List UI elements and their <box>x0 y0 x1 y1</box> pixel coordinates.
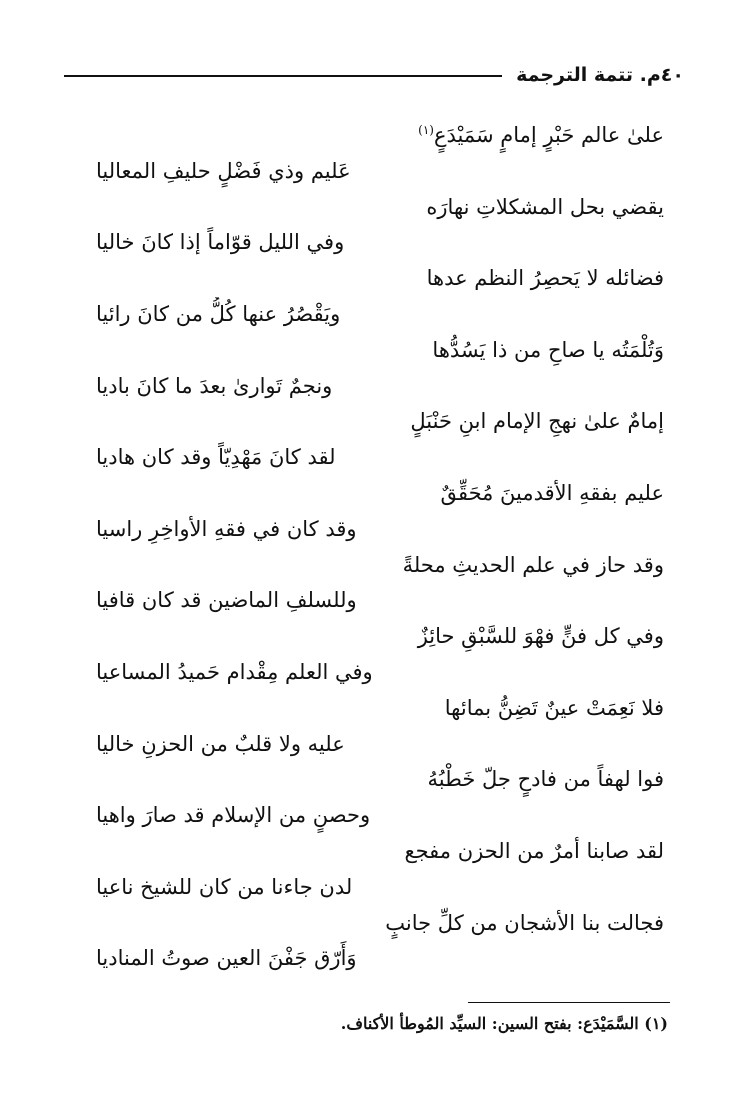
couplet <box>92 834 692 906</box>
first-hemistich: لقد صابنا أمرٌ من الحزن مفجع <box>404 838 664 863</box>
poem <box>92 118 692 977</box>
first-hemistich: وقد حاز في علم الحديثِ محلةً <box>402 552 664 577</box>
couplet <box>92 762 692 834</box>
second-hemistich: عَليم وذي فَضْلٍ حليفِ المعاليا <box>96 158 351 183</box>
first-hemistich: عليم بفقهِ الأقدمينَ مُحَقِّقٌ <box>440 480 664 505</box>
first-hemistich: فلا نَعِمَتْ عينٌ تَضِنُّ بمائها <box>444 695 664 720</box>
first-hemistich: إمامٌ علىٰ نهجِ الإمام ابنِ حَنْبَلٍ <box>410 409 664 434</box>
footnote-separator <box>468 1002 670 1003</box>
first-hemistich: يقضي بحل المشكلاتِ نهارَه <box>426 194 664 219</box>
first-hemistich: علىٰ عالم حَبْرٍ إمامٍ سَمَيْدَعٍ$^{(١)}$ <box>418 123 664 147</box>
couplet <box>92 333 692 405</box>
couplet <box>92 906 692 978</box>
couplet <box>92 619 692 691</box>
couplet <box>92 548 692 620</box>
header-rule <box>64 75 502 77</box>
second-hemistich: ويَقْصُرُ عنها كُلُّ من كانَ رائيا <box>96 301 341 326</box>
second-hemistich: لقد كانَ مَهْدِيّاً وقد كان هاديا <box>96 445 336 470</box>
footnote: (١) السَّمَيْدَع: بفتح السين: السيِّد المُوطأ الأكناف. <box>340 1014 668 1033</box>
first-hemistich: فوا لهفاً من فادحٍ جلّ خَطْبُهُ <box>427 767 664 792</box>
footnote-reference: (١) <box>418 123 434 137</box>
first-hemistich: وفي كل فنٍّ فهْوَ للسَّبْقِ حائِزٌ <box>417 624 664 649</box>
couplet <box>92 190 692 262</box>
first-hemistich: فجالت بنا الأشجان من كلِّ جانبٍ <box>385 910 664 935</box>
couplet <box>92 404 692 476</box>
couplet <box>92 118 692 190</box>
second-hemistich: وفي الليل قوّاماً إذا كانَ خاليا <box>96 230 345 255</box>
second-hemistich: عليه ولا قلبٌ من الحزنِ خاليا <box>96 731 345 756</box>
first-hemistich: وَتُلْمَتُه يا صاحِ من ذا يَسُدُّها <box>432 337 664 362</box>
second-hemistich: وللسلفِ الماضين قد كان قافيا <box>96 588 357 613</box>
second-hemistich: وحصنٍ من الإسلام قد صارَ واهيا <box>96 803 371 828</box>
second-hemistich: وقد كان في فقهِ الأواخِرِ راسيا <box>96 516 357 541</box>
first-hemistich: فضائله لا يَحصِرُ النظم عدها <box>426 266 664 291</box>
second-hemistich: لدن جاءنا من كان للشيخ ناعيا <box>96 874 353 899</box>
second-hemistich: وَأَرّق جَفْنَ العين صوتُ المناديا <box>96 946 357 971</box>
second-hemistich: وفي العلم مِقْدام حَميدُ المساعيا <box>96 659 373 684</box>
second-hemistich: ونجمٌ تَوارىٰ بعدَ ما كانَ باديا <box>96 373 333 398</box>
couplet <box>92 476 692 548</box>
running-title: ٤٠م. تتمة الترجمة <box>516 64 684 86</box>
couplet <box>92 691 692 763</box>
couplet <box>92 261 692 333</box>
page-header <box>64 58 684 92</box>
